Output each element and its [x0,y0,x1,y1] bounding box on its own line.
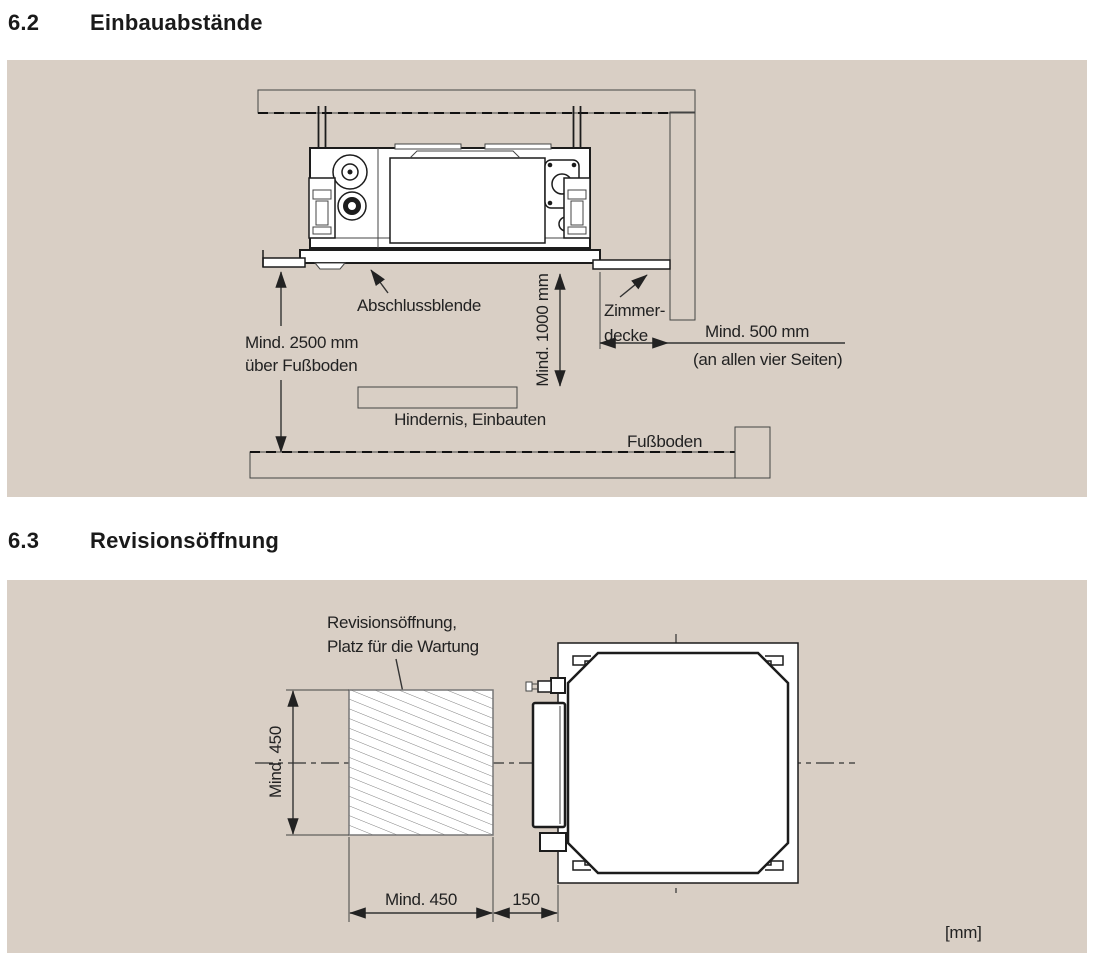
floor-clearance-line2: über Fußboden [245,356,358,375]
svg-text:decke: decke [604,326,648,345]
floor-clearance-line1: Mind. 2500 mm [245,333,359,352]
svg-text:Zimmer-: Zimmer- [604,301,666,320]
obstacle [358,387,546,429]
clearance-diagram [7,60,1087,497]
floor [250,427,770,478]
room-ceiling-label [604,275,665,345]
section-number: 6.2 [8,10,40,35]
hanger-bracket-left [309,178,335,238]
hanger-bracket-right [564,178,590,238]
floor-clearance-dimension [245,272,358,452]
svg-text:Platz für die Wartung: Platz für die Wartung [327,637,479,656]
section-heading-6-2 [8,10,263,36]
clearance-diagram-panel [7,60,1087,497]
side-clearance-line1: Mind. 500 mm [705,322,810,341]
decorative-panel [272,250,628,269]
section-number: 6.3 [8,528,40,553]
millimeter-note: [mm] [945,923,982,942]
side-clearance-dimension [600,272,845,369]
svg-text:Mind. 450: Mind. 450 [385,890,457,909]
obstacle-clearance-dimension [533,273,560,386]
obstacle-clearance-label: Mind. 1000 mm [533,273,552,387]
svg-text:150: 150 [512,890,540,909]
indoor-unit-top-view [526,643,798,883]
panel-label: Abschlussblende [357,296,482,315]
side-clearance-line2: (an allen vier Seiten) [693,350,843,369]
inspection-opening-diagram [7,580,1087,953]
opening-width-dimension [349,837,558,922]
obstacle-label: Hindernis, Einbauten [394,410,546,429]
svg-text:Mind. 450: Mind. 450 [266,726,285,798]
inspection-opening-area [349,690,493,835]
section-heading-6-3 [8,528,279,554]
floor-label: Fußboden [627,432,703,451]
svg-text:Revisionsöffnung,: Revisionsöffnung, [327,613,457,632]
section-title: Revisionsöffnung [90,528,279,553]
section-title: Einbauabstände [90,10,263,35]
inspection-opening-panel [7,580,1087,953]
drain-stub [540,833,566,851]
indoor-unit-side-view [309,144,590,248]
refrigerant-valve [526,678,565,693]
